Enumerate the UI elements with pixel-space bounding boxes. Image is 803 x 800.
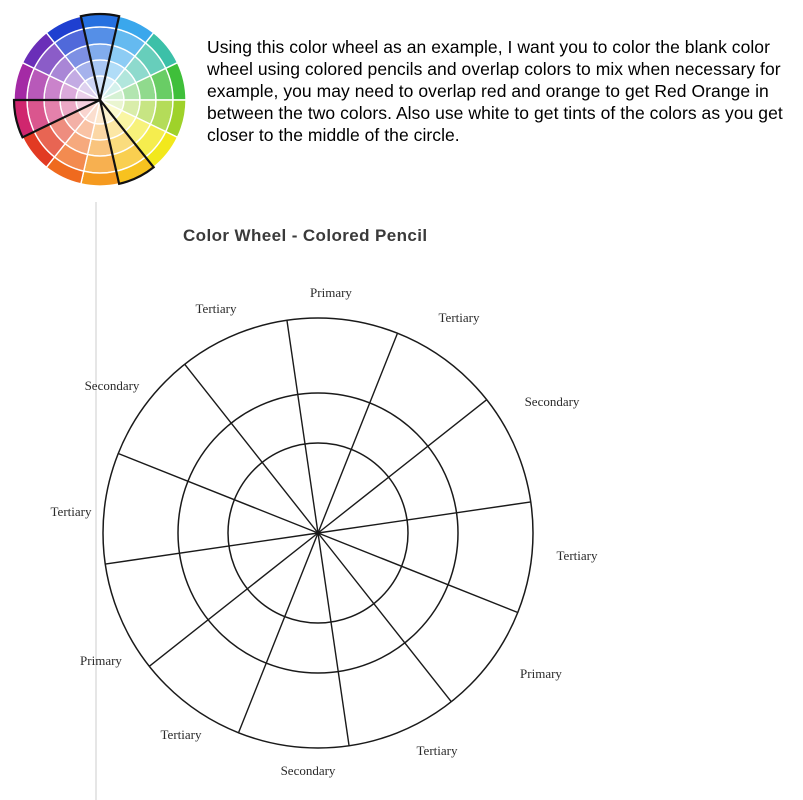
wheel-divider: [318, 333, 397, 533]
wheel-divider: [118, 454, 318, 533]
wheel-divider: [318, 533, 451, 702]
wheel-divider: [287, 320, 318, 533]
label-tertiary-bottom-right: Tertiary: [416, 743, 458, 758]
wheel-divider: [318, 400, 487, 533]
label-primary-right: Primary: [520, 666, 562, 681]
wheel-divider: [239, 533, 318, 733]
label-primary-top: Primary: [310, 285, 352, 300]
wheel-divider: [149, 533, 318, 666]
label-tertiary-bottom-left: Tertiary: [160, 727, 202, 742]
wheel-divider: [318, 502, 531, 533]
label-tertiary-top-right: Tertiary: [438, 310, 480, 325]
label-tertiary-top-left: Tertiary: [195, 301, 237, 316]
worksheet-title: Color Wheel - Colored Pencil: [183, 226, 428, 245]
wheel-divider: [105, 533, 318, 564]
label-tertiary-right: Tertiary: [556, 548, 598, 563]
label-secondary-left: Secondary: [84, 378, 140, 393]
label-secondary-bottom: Secondary: [280, 763, 336, 778]
instructions-text: Using this color wheel as an example, I want you to color the blank color wheel using colored pencils and overlap colors to mix when necessary for example, you may need to overlap red and orange to get Red Orange in between the two colors. Also use white to get tints of the colors as you get closer to the middle of the circle.: [207, 37, 783, 145]
label-tertiary-left: Tertiary: [50, 504, 92, 519]
label-primary-left: Primary: [80, 653, 122, 668]
wheel-divider: [185, 364, 318, 533]
wheel-divider: [318, 533, 518, 612]
wheel-divider: [318, 533, 349, 746]
label-secondary-right: Secondary: [524, 394, 580, 409]
